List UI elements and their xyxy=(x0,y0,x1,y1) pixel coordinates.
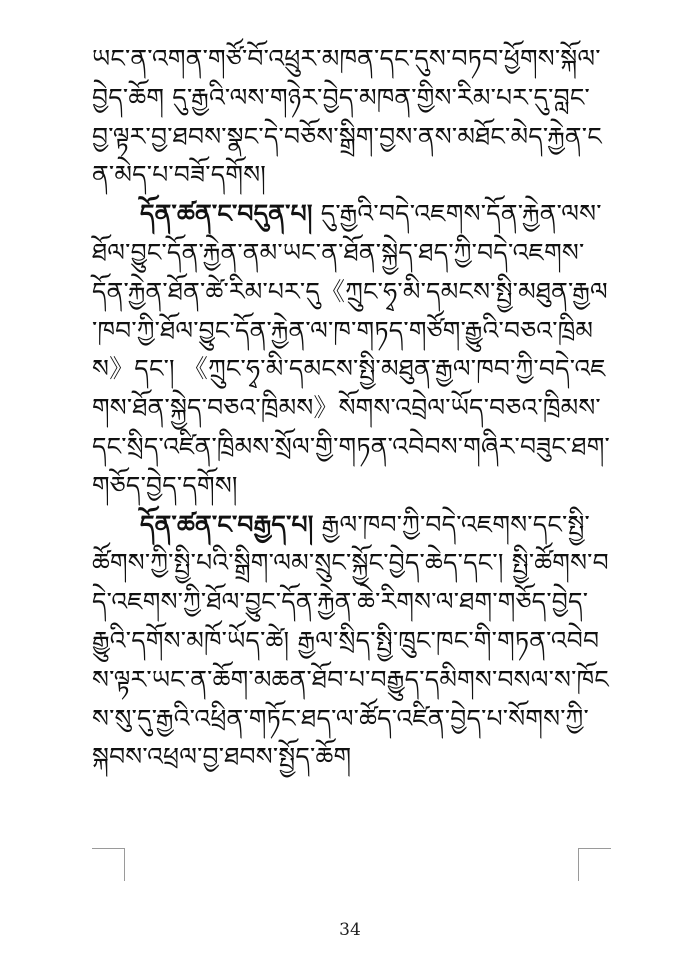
paragraph-2-text: དུ་རྒྱའི་བདེ་འཇགས་དོན་རྐྱེན་ལས་ཐོལ་བྱུང་དོན་རྐྱེན་ནམ་ཡང་ན་ཐོན་སྐྱེད་ཐད་ཀྱི་བདེ་འཇགས་དོན་རྐྱེན་ཐོན་ཚེ་རིམ་པར་དུ《ཀྲུང་ཧྭ་མི་དམངས་སྤྱི་མཐུན་རྒྱལ་ཁབ་ཀྱི་ཐོལ་བྱུང་དོན་རྐྱེན་ལ་ཁ་གཏད་གཙོག་རྒྱུའི་བཅའ་ཁྲིམས》དང་། 《ཀྲུང་ཧྭ་མི་དམངས་སྤྱི་མཐུན་རྒྱལ་ཁབ་ཀྱི་བདེ་འཇགས་ཐོན་སྐྱེད་བཅའ་ཁྲིམས》སོགས་འབྲེལ་ཡོད་བཅའ་ཁྲིམས་དང་སྲིད་འཛིན་ཁྲིམས་སྲོལ་གྱི་གཏན་འབེབས་གཞིར་བཟུང་ཐག་གཅོད་བྱེད་དགོས། xyxy=(92,199,610,500)
article-heading-18: དོན་ཚན་ང་བརྒྱད་པ། xyxy=(140,509,314,539)
paragraph-3-text: རྒྱལ་ཁབ་ཀྱི་བདེ་འཇགས་དང་སྤྱི་ཚོགས་ཀྱི་སྤྱི་པའི་སྒྲིག་ལམ་སྲུང་སྐྱོང་བྱེད་ཆེད་དང་། སྤྱི་ཚོགས་བདེ་འཇགས་ཀྱི་ཐོལ་བྱུང་དོན་རྐྱེན་ཆེ་རིགས་ལ་ཐག་གཅོད་བྱེད་རྒྱུའི་དགོས་མཁོ་ཡོད་ཚེ། རྒྱལ་སྲིད་སྤྱི་ཁྲུང་ཁང་གི་གཏན་འབེབས་ལྟར་ཡང་ན་ཆོག་མཆན་ཐོབ་པ་བརྒྱུད་དམིགས་བསལ་ས་ཁོངས་སུ་དུ་རྒྱའི་འཕྲིན་གཏོང་ཐད་ལ་ཚོད་འཛིན་བྱེད་པ་སོགས་ཀྱི་སྐབས་འཕྲལ་བྱ་ཐབས་སྤྱོད་ཆོག xyxy=(92,509,609,772)
paragraph-2 xyxy=(92,195,610,505)
body-text xyxy=(92,40,610,777)
paragraph-3 xyxy=(92,506,610,778)
page-number: 34 xyxy=(339,920,361,940)
crop-mark-bottom-left xyxy=(92,848,125,881)
paragraph-1 xyxy=(92,40,610,195)
crop-mark-bottom-right xyxy=(578,848,611,881)
article-heading-17: དོན་ཚན་ང་བདུན་པ། xyxy=(140,199,313,229)
paragraph-1-text: ཡང་ན་འགན་གཙོ་བོ་འཕྲུར་མཁན་དང་དུས་བཏབ་ཕྱོགས་སྐོལ་བྱེད་ཆོག དུ་རྒྱའི་ལས་གཉེར་བྱེད་མཁན་གྱིས་རིམ་པར་དུ་བླང་བྱ་ལྟར་བྱ་ཐབས་སྣང་དེ་བཅོས་སྒྲིག་བྱས་ནས་མཐོང་མེད་རྐྱེན་ངན་མེད་པ་བཟོ་དགོས། xyxy=(92,44,602,190)
